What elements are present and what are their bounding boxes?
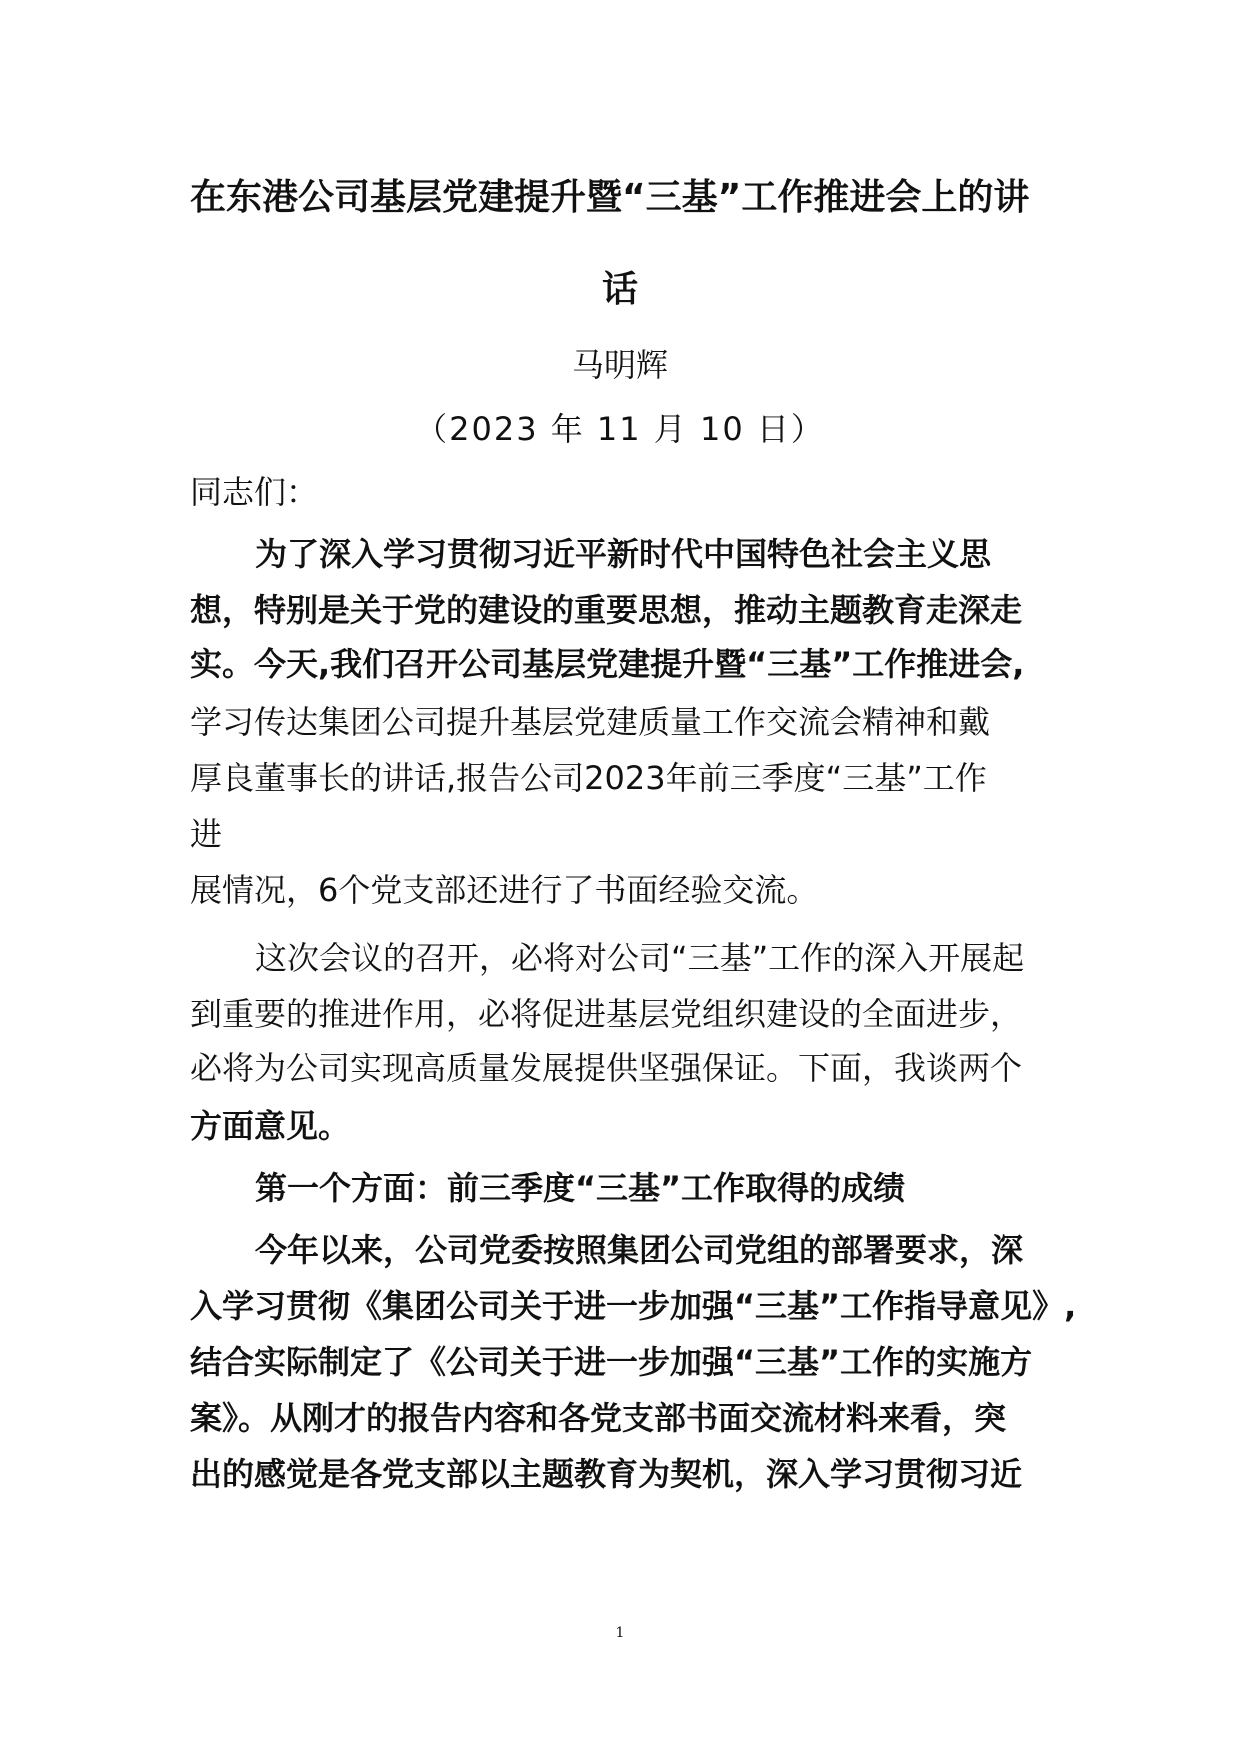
salutation: 同志们：	[190, 473, 319, 511]
paragraph-2-line: 方面意见。	[190, 1107, 351, 1145]
section-heading: 第一个方面：前三季度“三基”工作取得的成绩	[255, 1169, 906, 1207]
author-name: 马明辉	[571, 346, 668, 384]
paragraph-3-line: 结合实际制定了《公司关于进一步加强“三基”工作的实施方	[190, 1343, 1033, 1381]
paragraph-1-line: 学习传达集团公司提升基层党建质量工作交流会精神和戴	[190, 703, 991, 741]
paragraph-2-line: 这次会议的召开，必将对公司“三基”工作的深入开展起	[255, 939, 1025, 977]
paragraph-1-line: 厚良董事长的讲话,报告公司2023年前三季度“三基”工作	[190, 759, 987, 797]
paragraph-1-line: 进	[190, 815, 223, 853]
paragraph-1-line: 实。今天,我们召开公司基层党建提升暨“三基”工作推进会,	[190, 645, 1025, 683]
speech-date: （2023 年 11 月 10 日）	[415, 410, 825, 448]
paragraph-2-line: 到重要的推进作用，必将促进基层党组织建设的全面进步，	[190, 995, 1023, 1033]
paragraph-3-line: 案》。从刚才的报告内容和各党支部书面交流材料来看，突	[190, 1399, 1007, 1437]
paragraph-3-line: 出的感觉是各党支部以主题教育为契机，深入学习贯彻习近	[190, 1455, 1023, 1493]
paragraph-1-line: 想，特别是关于党的建设的重要思想，推动主题教育走深走	[190, 591, 1023, 629]
paragraph-1-line: 为了深入学习贯彻习近平新时代中国特色社会主义思	[255, 535, 992, 573]
paragraph-1-line: 展情况，6个党支部还进行了书面经验交流。	[190, 871, 819, 909]
document-title-line-2: 话	[601, 269, 638, 310]
paragraph-3-line: 今年以来，公司党委按照集团公司党组的部署要求，深	[255, 1231, 1024, 1269]
document-title-line-1: 在东港公司基层党建提升暨“三基”工作推进会上的讲	[190, 177, 1030, 218]
paragraph-2-line: 必将为公司实现高质量发展提供坚强保证。下面，我谈两个	[190, 1049, 1023, 1087]
paragraph-3-line: 入学习贯彻《集团公司关于进一步加强“三基”工作指导意见》,	[190, 1287, 1077, 1325]
page-number: 1	[615, 1625, 625, 1641]
